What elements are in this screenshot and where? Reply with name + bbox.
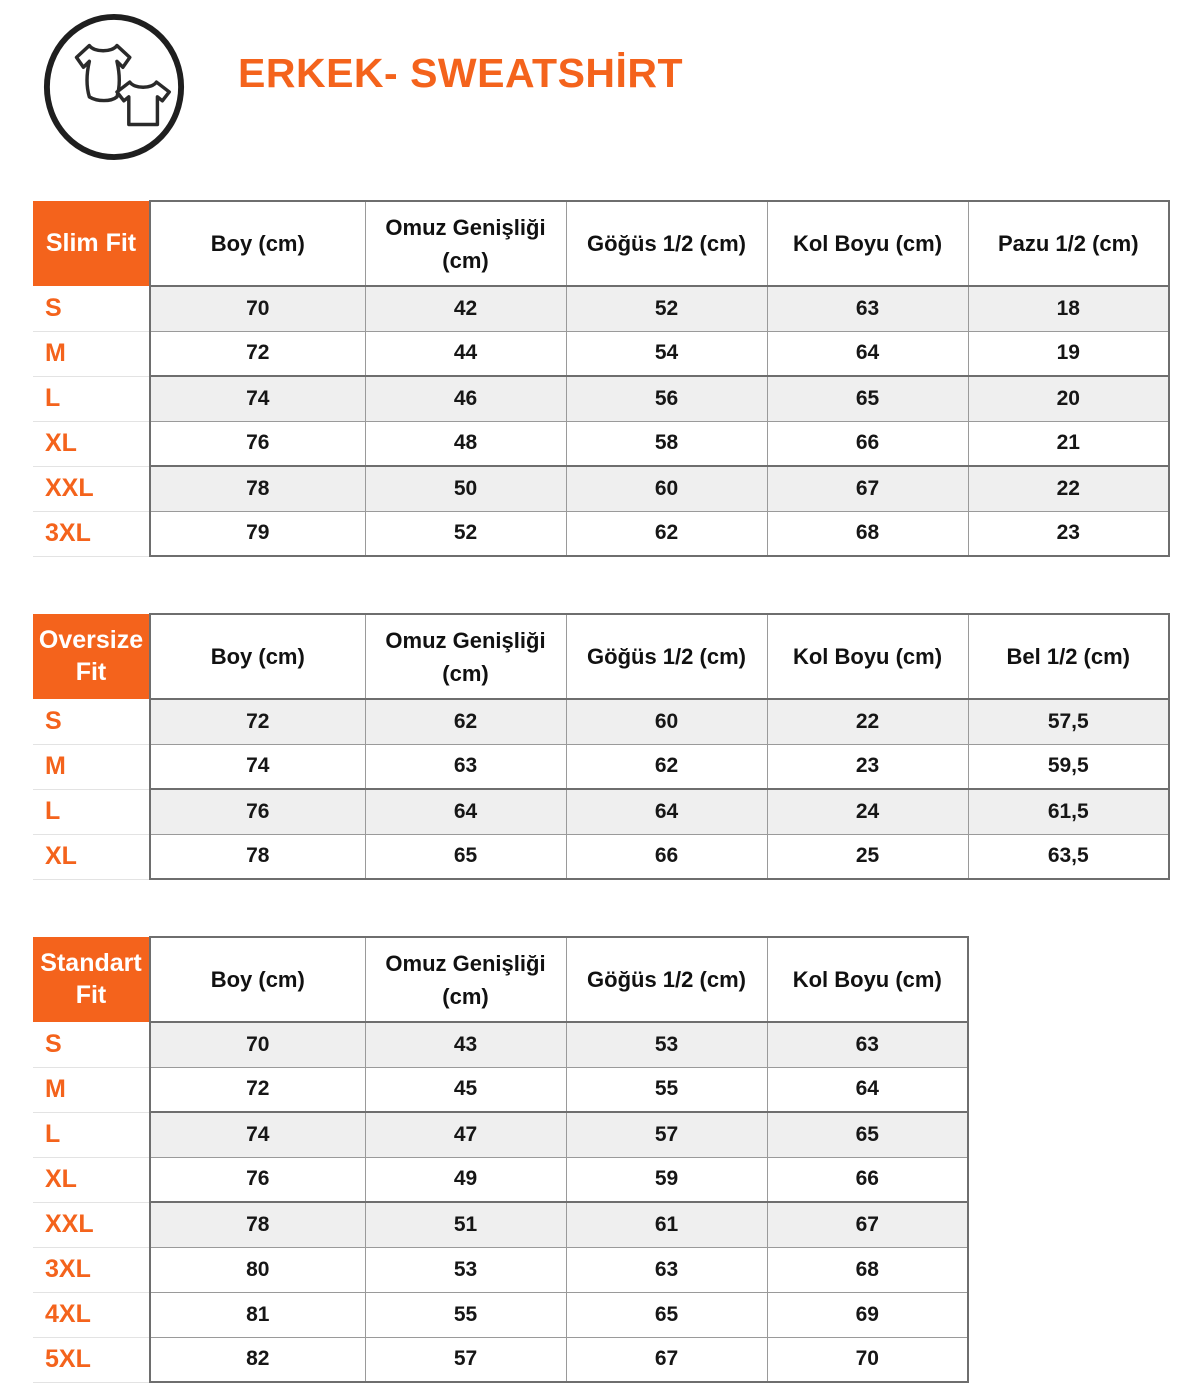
size-table-oversize-fit [33,613,1170,880]
measurement-cell: 65 [566,1292,767,1337]
measurement-cell: 72 [150,331,365,376]
measurement-cell: 57 [365,1337,566,1382]
measurement-cell: 82 [150,1337,365,1382]
table-row [33,1067,968,1112]
page-title: ERKEK- SWEATSHİRT [238,49,684,96]
measurement-cell: 62 [566,511,767,556]
table-row [33,1022,968,1067]
measurement-cell: 66 [767,1157,968,1202]
table-row [33,1247,968,1292]
measurement-cell: 57 [566,1112,767,1157]
column-header: Kol Boyu (cm) [767,937,968,1022]
measurement-cell: 78 [150,1202,365,1247]
measurement-cell: 47 [365,1112,566,1157]
table-row [33,286,1169,331]
measurement-cell: 22 [767,699,968,744]
measurement-cell: 22 [968,466,1169,511]
size-label: L [33,789,150,834]
measurement-cell: 48 [365,421,566,466]
size-label: L [33,376,150,421]
measurement-cell: 72 [150,699,365,744]
measurement-cell: 59,5 [968,744,1169,789]
measurement-cell: 64 [566,789,767,834]
fit-label: Standart Fit [33,937,150,1022]
measurement-cell: 70 [767,1337,968,1382]
measurement-cell: 23 [968,511,1169,556]
measurement-cell: 62 [365,699,566,744]
table-row [33,1157,968,1202]
measurement-cell: 67 [566,1337,767,1382]
measurement-cell: 46 [365,376,566,421]
measurement-cell: 60 [566,699,767,744]
measurement-cell: 72 [150,1067,365,1112]
measurement-cell: 55 [365,1292,566,1337]
measurement-cell: 66 [566,834,767,879]
fit-label: Oversize Fit [33,614,150,699]
measurement-cell: 64 [767,1067,968,1112]
column-header: Boy (cm) [150,937,365,1022]
measurement-cell: 65 [365,834,566,879]
measurement-cell: 20 [968,376,1169,421]
size-label: XXL [33,466,150,511]
size-tables-section [0,200,1201,1383]
measurement-cell: 51 [365,1202,566,1247]
measurement-cell: 74 [150,1112,365,1157]
column-header: Göğüs 1/2 (cm) [566,937,767,1022]
measurement-cell: 76 [150,421,365,466]
column-header: Kol Boyu (cm) [767,201,968,286]
measurement-cell: 68 [767,511,968,556]
size-label: 4XL [33,1292,150,1337]
measurement-cell: 24 [767,789,968,834]
measurement-cell: 43 [365,1022,566,1067]
table-row [33,1337,968,1382]
table-row [33,699,1169,744]
size-label: XL [33,421,150,466]
measurement-cell: 61 [566,1202,767,1247]
measurement-cell: 53 [365,1247,566,1292]
column-header: Omuz Genişliği (cm) [365,201,566,286]
measurement-cell: 55 [566,1067,767,1112]
size-label: S [33,286,150,331]
measurement-cell: 45 [365,1067,566,1112]
measurement-cell: 57,5 [968,699,1169,744]
size-table-slim-fit [33,200,1170,557]
measurement-cell: 63,5 [968,834,1169,879]
table-row [33,744,1169,789]
measurement-cell: 61,5 [968,789,1169,834]
table-row [33,789,1169,834]
measurement-cell: 74 [150,744,365,789]
measurement-cell: 80 [150,1247,365,1292]
measurement-cell: 67 [767,1202,968,1247]
size-label: 3XL [33,1247,150,1292]
table-row [33,1292,968,1337]
measurement-cell: 53 [566,1022,767,1067]
measurement-cell: 63 [767,286,968,331]
table-row [33,331,1169,376]
column-header: Göğüs 1/2 (cm) [566,614,767,699]
column-header: Boy (cm) [150,201,365,286]
page-header [0,0,1201,160]
size-table-standart-fit [33,936,969,1383]
size-label: S [33,1022,150,1067]
table-row [33,511,1169,556]
header-row [33,201,1169,286]
measurement-cell: 63 [566,1247,767,1292]
header-row [33,937,968,1022]
measurement-cell: 52 [566,286,767,331]
measurement-cell: 44 [365,331,566,376]
two-tshirts-icon [40,13,188,161]
measurement-cell: 23 [767,744,968,789]
table-row [33,1202,968,1247]
measurement-cell: 54 [566,331,767,376]
fit-label: Slim Fit [33,201,150,286]
table-row [33,376,1169,421]
measurement-cell: 81 [150,1292,365,1337]
column-header: Boy (cm) [150,614,365,699]
measurement-cell: 21 [968,421,1169,466]
column-header: Omuz Genişliği (cm) [365,614,566,699]
measurement-cell: 66 [767,421,968,466]
measurement-cell: 64 [365,789,566,834]
column-header: Omuz Genişliği (cm) [365,937,566,1022]
measurement-cell: 78 [150,834,365,879]
size-label: L [33,1112,150,1157]
column-header: Göğüs 1/2 (cm) [566,201,767,286]
table-row [33,1112,968,1157]
measurement-cell: 70 [150,286,365,331]
measurement-cell: 19 [968,331,1169,376]
size-label: S [33,699,150,744]
measurement-cell: 65 [767,1112,968,1157]
measurement-cell: 74 [150,376,365,421]
measurement-cell: 25 [767,834,968,879]
measurement-cell: 63 [767,1022,968,1067]
size-label: XL [33,834,150,879]
measurement-cell: 63 [365,744,566,789]
size-label: M [33,1067,150,1112]
measurement-cell: 76 [150,1157,365,1202]
measurement-cell: 68 [767,1247,968,1292]
size-label: 3XL [33,511,150,556]
column-header: Bel 1/2 (cm) [968,614,1169,699]
size-label: XXL [33,1202,150,1247]
measurement-cell: 65 [767,376,968,421]
measurement-cell: 18 [968,286,1169,331]
measurement-cell: 50 [365,466,566,511]
table-row [33,421,1169,466]
measurement-cell: 62 [566,744,767,789]
measurement-cell: 59 [566,1157,767,1202]
measurement-cell: 67 [767,466,968,511]
measurement-cell: 52 [365,511,566,556]
measurement-cell: 79 [150,511,365,556]
size-label: M [33,744,150,789]
measurement-cell: 60 [566,466,767,511]
measurement-cell: 58 [566,421,767,466]
measurement-cell: 78 [150,466,365,511]
size-label: M [33,331,150,376]
measurement-cell: 69 [767,1292,968,1337]
measurement-cell: 49 [365,1157,566,1202]
table-row [33,834,1169,879]
column-header: Kol Boyu (cm) [767,614,968,699]
column-header: Pazu 1/2 (cm) [968,201,1169,286]
measurement-cell: 64 [767,331,968,376]
measurement-cell: 70 [150,1022,365,1067]
size-label: XL [33,1157,150,1202]
measurement-cell: 76 [150,789,365,834]
measurement-cell: 56 [566,376,767,421]
measurement-cell: 42 [365,286,566,331]
table-row [33,466,1169,511]
size-label: 5XL [33,1337,150,1382]
header-row [33,614,1169,699]
